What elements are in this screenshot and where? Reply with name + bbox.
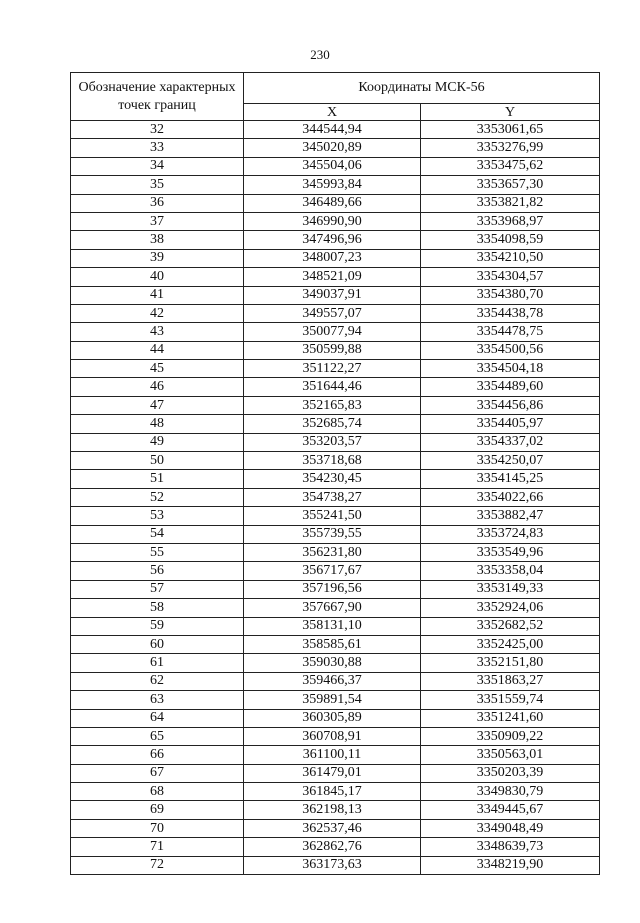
x-cell: 361845,17	[244, 783, 421, 801]
x-cell: 362862,76	[244, 838, 421, 856]
y-cell: 3354489,60	[421, 378, 600, 396]
table-row	[71, 470, 600, 488]
x-cell: 362537,46	[244, 819, 421, 837]
coordinates-table	[70, 72, 600, 875]
point-cell: 63	[71, 691, 244, 709]
x-cell: 351122,27	[244, 360, 421, 378]
y-cell: 3354478,75	[421, 323, 600, 341]
x-cell: 359466,37	[244, 672, 421, 690]
table-row	[71, 599, 600, 617]
table-body	[71, 121, 600, 875]
x-cell: 348521,09	[244, 268, 421, 286]
table-row	[71, 341, 600, 359]
y-cell: 3354337,02	[421, 433, 600, 451]
point-cell: 52	[71, 488, 244, 506]
y-cell: 3348219,90	[421, 856, 600, 874]
point-cell: 32	[71, 121, 244, 139]
coords-column-header: Координаты МСК-56	[244, 73, 600, 104]
table-row	[71, 139, 600, 157]
table-row	[71, 801, 600, 819]
point-cell: 38	[71, 231, 244, 249]
point-cell: 53	[71, 507, 244, 525]
table-row	[71, 709, 600, 727]
table-row	[71, 635, 600, 653]
table-row	[71, 194, 600, 212]
point-cell: 34	[71, 157, 244, 175]
table-row	[71, 562, 600, 580]
x-cell: 353203,57	[244, 433, 421, 451]
y-cell: 3353657,30	[421, 176, 600, 194]
y-cell: 3350203,39	[421, 764, 600, 782]
y-cell: 3354380,70	[421, 286, 600, 304]
y-cell: 3354098,59	[421, 231, 600, 249]
point-cell: 66	[71, 746, 244, 764]
table-row	[71, 507, 600, 525]
x-cell: 359030,88	[244, 654, 421, 672]
x-cell: 345020,89	[244, 139, 421, 157]
point-cell: 37	[71, 212, 244, 230]
y-cell: 3354405,97	[421, 415, 600, 433]
x-cell: 359891,54	[244, 691, 421, 709]
x-cell: 346489,66	[244, 194, 421, 212]
x-cell: 352685,74	[244, 415, 421, 433]
x-cell: 350599,88	[244, 341, 421, 359]
x-cell: 351644,46	[244, 378, 421, 396]
table-row	[71, 580, 600, 598]
x-cell: 349037,91	[244, 286, 421, 304]
x-cell: 349557,07	[244, 304, 421, 322]
table-row	[71, 764, 600, 782]
point-cell: 72	[71, 856, 244, 874]
y-cell: 3349445,67	[421, 801, 600, 819]
point-cell: 69	[71, 801, 244, 819]
y-cell: 3354145,25	[421, 470, 600, 488]
table-row	[71, 157, 600, 175]
y-cell: 3353968,97	[421, 212, 600, 230]
y-cell: 3353149,33	[421, 580, 600, 598]
x-cell: 345504,06	[244, 157, 421, 175]
x-cell: 350077,94	[244, 323, 421, 341]
y-cell: 3350909,22	[421, 727, 600, 745]
y-cell: 3354438,78	[421, 304, 600, 322]
point-cell: 43	[71, 323, 244, 341]
point-cell: 62	[71, 672, 244, 690]
table-row	[71, 415, 600, 433]
x-cell: 363173,63	[244, 856, 421, 874]
x-cell: 358585,61	[244, 635, 421, 653]
page-number: 230	[310, 47, 330, 62]
table-row	[71, 783, 600, 801]
y-cell: 3353475,62	[421, 157, 600, 175]
point-cell: 36	[71, 194, 244, 212]
y-cell: 3354210,50	[421, 249, 600, 267]
point-cell: 60	[71, 635, 244, 653]
point-cell: 39	[71, 249, 244, 267]
y-cell: 3353821,82	[421, 194, 600, 212]
y-cell: 3354304,57	[421, 268, 600, 286]
y-cell: 3353882,47	[421, 507, 600, 525]
point-cell: 33	[71, 139, 244, 157]
y-cell: 3353358,04	[421, 562, 600, 580]
point-cell: 67	[71, 764, 244, 782]
table-row	[71, 543, 600, 561]
x-cell: 360305,89	[244, 709, 421, 727]
x-cell: 362198,13	[244, 801, 421, 819]
x-cell: 344544,94	[244, 121, 421, 139]
x-cell: 361479,01	[244, 764, 421, 782]
table-row	[71, 672, 600, 690]
x-cell: 345993,84	[244, 176, 421, 194]
table-row	[71, 654, 600, 672]
point-cell: 55	[71, 543, 244, 561]
x-cell: 346990,90	[244, 212, 421, 230]
y-cell: 3353549,96	[421, 543, 600, 561]
x-cell: 360708,91	[244, 727, 421, 745]
x-cell: 354738,27	[244, 488, 421, 506]
point-cell: 51	[71, 470, 244, 488]
table-row	[71, 268, 600, 286]
x-cell: 356717,67	[244, 562, 421, 580]
point-cell: 49	[71, 433, 244, 451]
point-cell: 71	[71, 838, 244, 856]
table-row	[71, 212, 600, 230]
y-cell: 3351241,60	[421, 709, 600, 727]
point-cell: 56	[71, 562, 244, 580]
table-row	[71, 304, 600, 322]
table-row	[71, 856, 600, 874]
point-cell: 46	[71, 378, 244, 396]
y-cell: 3354504,18	[421, 360, 600, 378]
y-cell: 3348639,73	[421, 838, 600, 856]
table-row	[71, 746, 600, 764]
y-cell: 3352682,52	[421, 617, 600, 635]
y-cell: 3354250,07	[421, 452, 600, 470]
table-row	[71, 819, 600, 837]
x-cell: 355739,55	[244, 525, 421, 543]
y-cell: 3350563,01	[421, 746, 600, 764]
point-cell: 35	[71, 176, 244, 194]
x-cell: 348007,23	[244, 249, 421, 267]
table-row	[71, 121, 600, 139]
x-cell: 361100,11	[244, 746, 421, 764]
x-cell: 358131,10	[244, 617, 421, 635]
table-row	[71, 231, 600, 249]
y-cell: 3353061,65	[421, 121, 600, 139]
y-cell: 3354456,86	[421, 396, 600, 414]
table-row	[71, 176, 600, 194]
table-row	[71, 525, 600, 543]
y-cell: 3353276,99	[421, 139, 600, 157]
y-cell: 3352151,80	[421, 654, 600, 672]
y-cell: 3351863,27	[421, 672, 600, 690]
y-cell: 3349830,79	[421, 783, 600, 801]
table-row	[71, 617, 600, 635]
table-row	[71, 396, 600, 414]
point-cell: 50	[71, 452, 244, 470]
point-cell: 47	[71, 396, 244, 414]
x-cell: 353718,68	[244, 452, 421, 470]
x-cell: 357196,56	[244, 580, 421, 598]
table-row	[71, 691, 600, 709]
x-column-header: X	[244, 104, 421, 121]
table-row	[71, 286, 600, 304]
table-row	[71, 433, 600, 451]
x-cell: 356231,80	[244, 543, 421, 561]
point-cell: 57	[71, 580, 244, 598]
point-cell: 41	[71, 286, 244, 304]
table-row	[71, 452, 600, 470]
point-cell: 68	[71, 783, 244, 801]
table-row	[71, 360, 600, 378]
y-column-header: Y	[421, 104, 600, 121]
point-cell: 42	[71, 304, 244, 322]
y-cell: 3351559,74	[421, 691, 600, 709]
table-row	[71, 323, 600, 341]
table-row	[71, 838, 600, 856]
point-cell: 58	[71, 599, 244, 617]
table-row	[71, 378, 600, 396]
x-cell: 354230,45	[244, 470, 421, 488]
y-cell: 3352425,00	[421, 635, 600, 653]
point-cell: 70	[71, 819, 244, 837]
y-cell: 3352924,06	[421, 599, 600, 617]
x-cell: 357667,90	[244, 599, 421, 617]
point-cell: 65	[71, 727, 244, 745]
table-row	[71, 488, 600, 506]
point-cell: 61	[71, 654, 244, 672]
point-cell: 54	[71, 525, 244, 543]
point-cell: 64	[71, 709, 244, 727]
table-row	[71, 249, 600, 267]
x-cell: 352165,83	[244, 396, 421, 414]
y-cell: 3354500,56	[421, 341, 600, 359]
y-cell: 3353724,83	[421, 525, 600, 543]
point-cell: 59	[71, 617, 244, 635]
y-cell: 3354022,66	[421, 488, 600, 506]
point-cell: 44	[71, 341, 244, 359]
x-cell: 347496,96	[244, 231, 421, 249]
x-cell: 355241,50	[244, 507, 421, 525]
point-cell: 45	[71, 360, 244, 378]
table-header	[71, 73, 600, 121]
table-row	[71, 727, 600, 745]
point-column-header: Обозначение характерных точек границ	[71, 73, 244, 121]
y-cell: 3349048,49	[421, 819, 600, 837]
point-cell: 48	[71, 415, 244, 433]
point-cell: 40	[71, 268, 244, 286]
